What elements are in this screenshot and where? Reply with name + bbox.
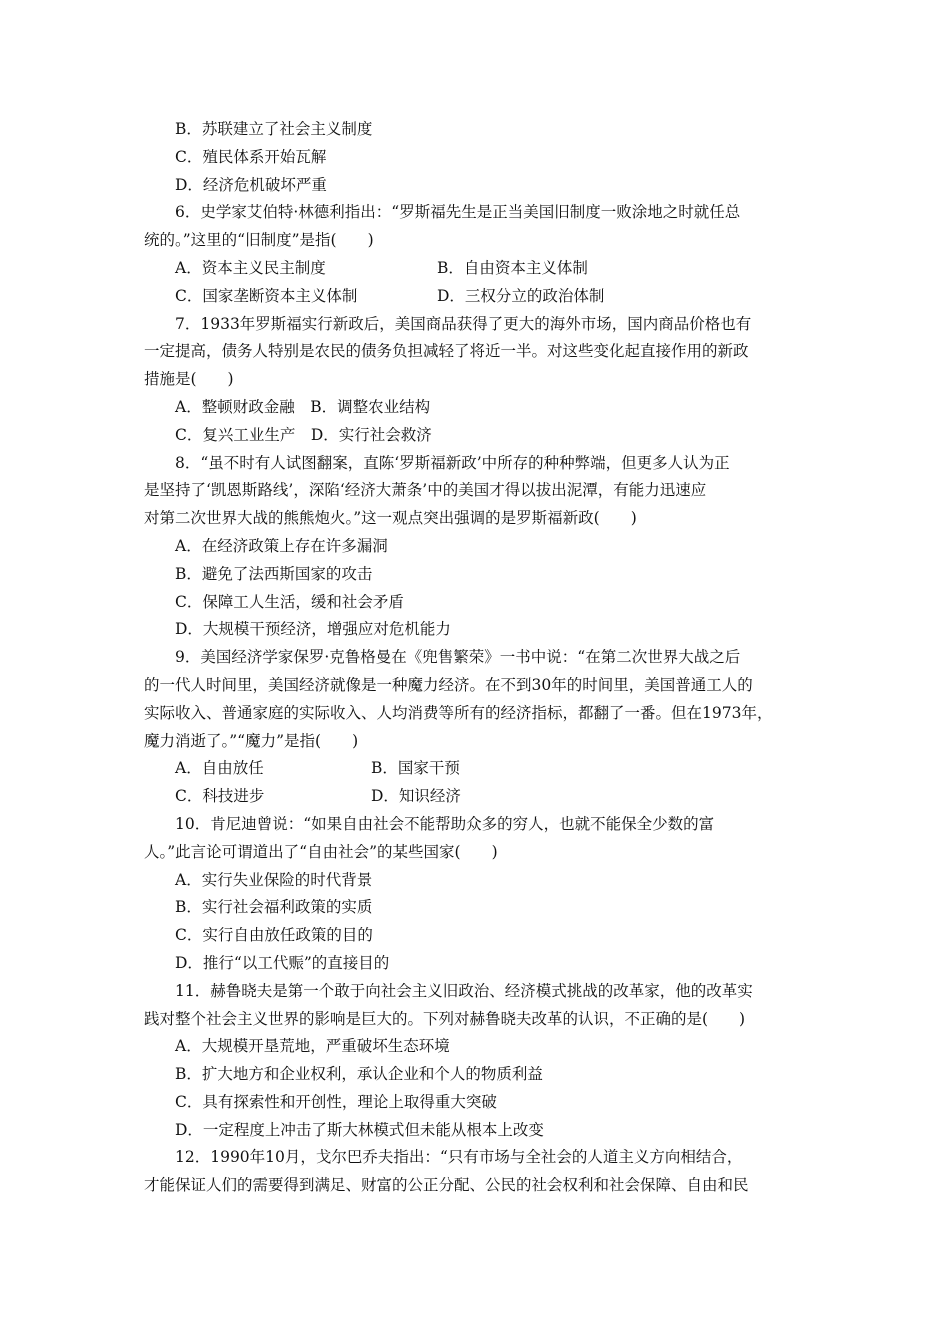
option-c: C．科技进步 [175, 787, 265, 806]
option-b: B．苏联建立了社会主义制度 [175, 120, 373, 138]
option-b: B．避免了法西斯国家的攻击 [175, 564, 373, 583]
option-c: C．国家垄断资本主义体制 [175, 286, 358, 305]
option-a: A．自由放任 [175, 759, 264, 778]
option-c: C．具有探索性和开创性，理论上取得重大突破 [175, 1092, 497, 1111]
document-page [144, 116, 816, 1200]
question-6-options-cd [144, 283, 816, 311]
question-6-stem: 6．史学家艾伯特·林德利指出：“罗斯福先生是正当美国旧制度一败涂地之时就任总 [175, 203, 741, 222]
option-a: A．大规模开垦荒地，严重破坏生态环境 [175, 1037, 450, 1056]
question-9-stem-cont: 魔力消逝了。”“魔力”是指( ) [144, 731, 359, 750]
option-a: A．在经济政策上存在许多漏洞 [175, 536, 388, 555]
option-a: A．实行失业保险的时代背景 [175, 870, 373, 889]
question-8-stem: 8．“虽不时有人试图翻案，直陈‘罗斯福新政’中所存的种种弊端，但更多人认为正 [175, 453, 730, 472]
question-11-stem: 11．赫鲁晓夫是第一个敢于向社会主义旧政治、经济模式挑战的改革家，他的改革实 [175, 981, 753, 1000]
option-d: D．推行“以工代赈”的直接目的 [175, 953, 390, 972]
question-7-stem-cont: 一定提高，债务人特别是农民的债务负担减轻了将近一半。对这些变化起直接作用的新政 [144, 342, 749, 361]
option-b: B．国家干预 [371, 759, 460, 778]
option-c: C．实行自由放任政策的目的 [175, 926, 373, 945]
option-d: D．知识经济 [371, 787, 461, 806]
question-7-options-ab: A．整顿财政金融 B．调整农业结构 [175, 397, 431, 416]
question-9-options-cd [144, 783, 816, 811]
question-7-options-cd: C．复兴工业生产 D．实行社会救济 [175, 425, 432, 444]
option-a: A．资本主义民主制度 [175, 258, 326, 277]
option-c: C．保障工人生活，缓和社会矛盾 [175, 592, 404, 611]
question-9-stem-cont: 实际收入、普通家庭的实际收入、人均消费等所有的经济指标，都翻了一番。但在1973年， [144, 703, 773, 722]
question-12-stem: 12．1990年10月，戈尔巴乔夫指出：“只有市场与全社会的人道主义方向相结合， [175, 1148, 743, 1167]
option-c: C．殖民体系开始瓦解 [175, 147, 327, 166]
option-d: D．经济危机破坏严重 [175, 175, 327, 194]
question-6-options-ab [144, 255, 816, 283]
question-7-stem-cont: 措施是( ) [144, 370, 234, 389]
question-9-stem: 9．美国经济学家保罗·克鲁格曼在《兜售繁荣》一书中说：“在第二次世界大战之后 [175, 648, 741, 667]
question-11-stem-cont: 践对整个社会主义世界的影响是巨大的。下列对赫鲁晓夫改革的认识，不正确的是( ) [144, 1009, 746, 1028]
question-9-stem-cont: 的一代人时间里，美国经济就像是一种魔力经济。在不到30年的时间里，美国普通工人的 [144, 675, 753, 694]
question-10-stem-cont: 人。”此言论可谓道出了“自由社会”的某些国家( ) [144, 842, 498, 861]
question-8-stem-cont: 是坚持了‘凯恩斯路线’，深陷‘经济大萧条’中的美国才得以拔出泥潭，有能力迅速应 [144, 481, 707, 500]
question-12-stem-cont: 才能保证人们的需要得到满足、财富的公正分配、公民的社会权利和社会保障、自由和民 [144, 1176, 749, 1195]
option-b: B．实行社会福利政策的实质 [175, 898, 373, 917]
question-7-stem: 7．1933年罗斯福实行新政后，美国商品获得了更大的海外市场，国内商品价格也有 [175, 314, 752, 333]
question-10-stem: 10．肯尼迪曾说：“如果自由社会不能帮助众多的穷人，也就不能保全少数的富 [175, 814, 715, 833]
option-d: D．三权分立的政治体制 [437, 286, 605, 305]
question-9-options-ab [144, 755, 816, 783]
option-b: B．扩大地方和企业权利，承认企业和个人的物质利益 [175, 1065, 543, 1084]
option-b: B．自由资本主义体制 [437, 258, 588, 277]
option-d: D．大规模干预经济，增强应对危机能力 [175, 620, 451, 639]
question-8-stem-cont: 对第二次世界大战的熊熊炮火。”这一观点突出强调的是罗斯福新政( ) [144, 509, 637, 528]
option-d: D．一定程度上冲击了斯大林模式但未能从根本上改变 [175, 1120, 544, 1139]
question-6-stem-cont: 统的。”这里的“旧制度”是指( ) [144, 231, 374, 250]
